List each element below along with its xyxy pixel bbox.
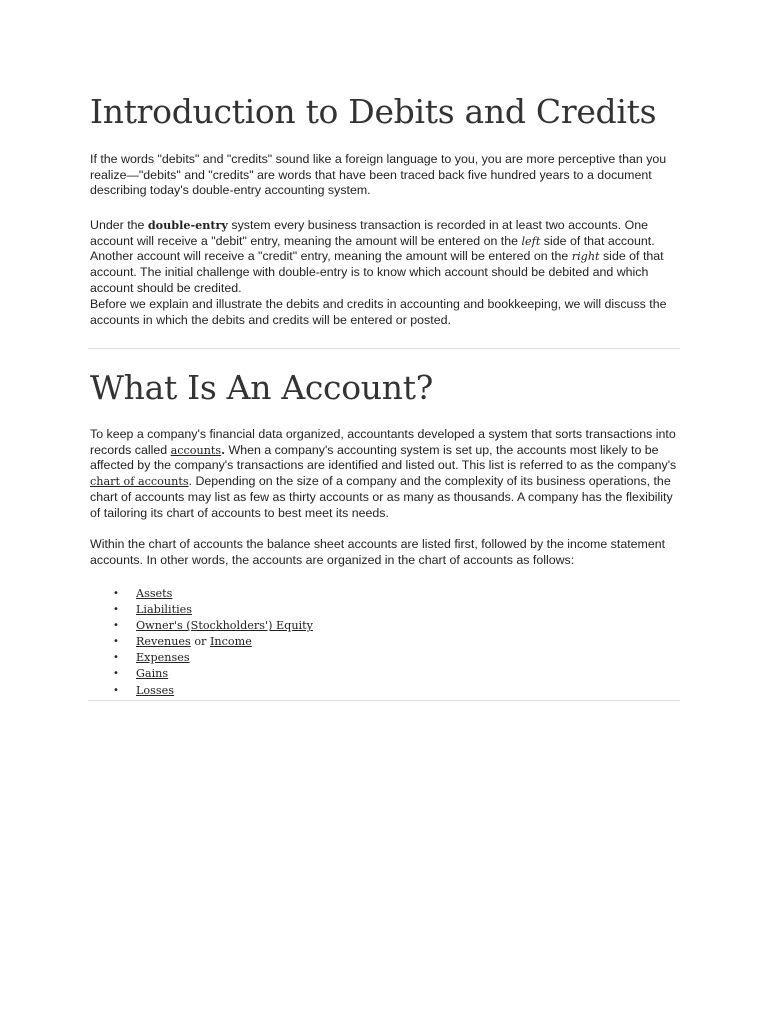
link-owners-equity[interactable]: Owner's (Stockholders') Equity (136, 619, 313, 633)
text-segment: . (221, 442, 226, 457)
account-type-list (90, 586, 313, 699)
bullet-icon: • (113, 684, 119, 696)
text-segment: system every business transaction is recorded in at least two accounts. One account will receive a "debit" entry, meaning the amount will be entered on the (90, 218, 649, 248)
bullet-icon: • (113, 668, 119, 680)
list-item (90, 683, 313, 699)
text-segment: side of that account. Another account will receive a "credit" entry, meaning the amount will be entered on the (90, 233, 655, 264)
text-segment: Under the (90, 218, 148, 232)
link-liabilities[interactable]: Liabilities (136, 603, 193, 617)
section-divider (88, 700, 680, 701)
list-item (90, 618, 313, 634)
section-divider (88, 348, 680, 349)
paragraph-double-entry (90, 218, 682, 297)
italic-term-right: right (571, 250, 600, 264)
link-assets[interactable]: Assets (136, 587, 173, 600)
paragraph-account-definition (90, 427, 682, 521)
link-income[interactable]: Income (209, 635, 252, 649)
paragraph-explain: Before we explain and illustrate the debits and credits in accounting and bookkeeping, we will discuss the accounts in which the debits and credits will be entered or posted. (90, 297, 667, 327)
list-item (90, 666, 313, 682)
bullet-icon: • (113, 636, 119, 648)
link-revenues[interactable]: Revenues (136, 635, 191, 649)
link-losses[interactable]: Losses (136, 683, 175, 697)
bullet-icon: • (113, 652, 119, 664)
italic-term-left: left (521, 234, 541, 248)
link-chart-of-accounts[interactable]: chart of accounts (90, 475, 189, 489)
bullet-icon: • (113, 620, 119, 632)
paragraph-intro: If the words "debits" and "credits" sound like a foreign language to you, you are more perceptive than you realize—"debits" and "credits" are words that have been traced back five hundred years to a document describing today's double-entry accounting system. (90, 152, 667, 198)
list-item (90, 634, 313, 650)
bold-term-double-entry: double-entry (147, 218, 228, 232)
bullet-icon: • (113, 604, 119, 616)
list-item (90, 586, 313, 602)
paragraph-chart-order: Within the chart of accounts the balance sheet accounts are listed first, followed by the income statement accounts. In other words, the accounts are organized in the chart of accounts as follows: (90, 537, 666, 567)
link-expenses[interactable]: Expenses (136, 651, 190, 665)
list-item (90, 650, 313, 666)
text-segment: . Depending on the size of a company and the complexity of its business operations, the chart of accounts may list as few as thirty accounts or as many as thousands. A company has the flexibility of tailoring its chart of accounts to best meet its needs. (90, 474, 673, 520)
heading-introduction: Introduction to Debits and Credits (90, 92, 657, 131)
text-segment: side of that account. The initial challenge with double-entry is to know which account should be debited and which account should be credited. (90, 249, 664, 295)
text-segment: When a company's accounting system is set up, the accounts most likely to be affected by the company's transactions are identified and listed out. This list is referred to as the company's (90, 442, 677, 473)
heading-what-is-account: What Is An Account? (90, 368, 434, 407)
text-segment: To keep a company's financial data organized, accountants developed a system that sorts transactions into records called (90, 427, 676, 457)
text-segment: or (190, 635, 210, 649)
bullet-icon: • (113, 588, 119, 599)
list-item (90, 602, 313, 618)
link-accounts[interactable]: accounts (170, 443, 222, 457)
link-gains[interactable]: Gains (136, 667, 169, 681)
